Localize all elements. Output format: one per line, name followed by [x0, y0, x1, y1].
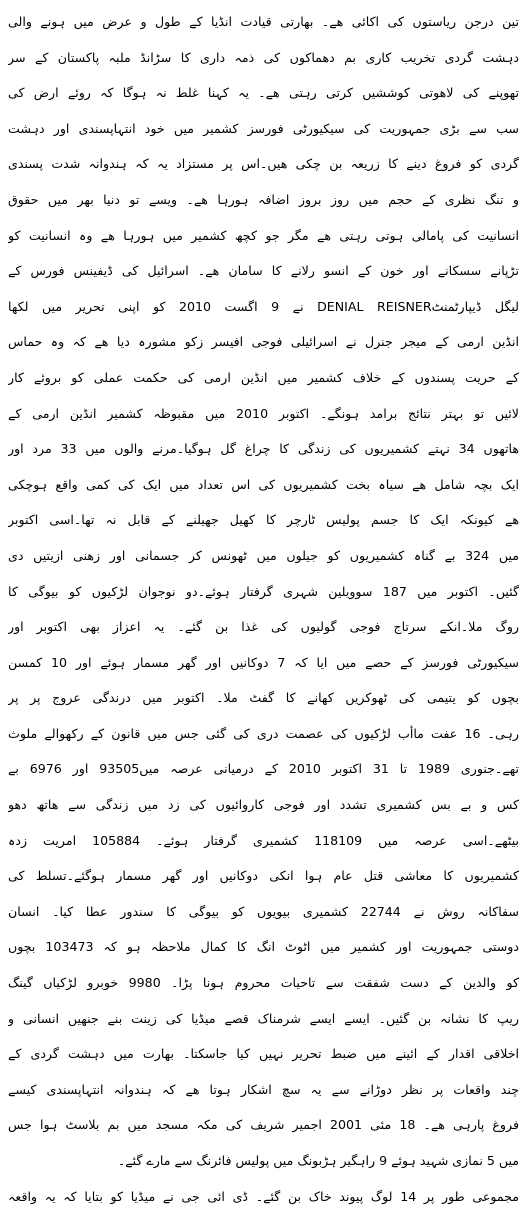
text-line: بیٹھے۔اسی عرصہ میں 118109 کشمیری گرفتار ہوئے۔ 105884 امریت زدہ	[8, 832, 519, 848]
text-line: انڈین ارمی کے میجر جنرل نے اسرائیلی فوجی افیسر زکو مشورہ دیا ھے کہ وہ حماس	[8, 334, 519, 350]
text-line: تین درجن ریاستوں کی اکائی ھے۔ بھارتی قیادت انڈیا کے طول و عرض میں ہونے والی	[8, 14, 519, 29]
text-line: بچوں کو یتیمی کی ٹھوکریں کھانے کا گفٹ ملا۔ اکتوبر میں درندگی عروج پر پر	[8, 690, 519, 706]
text-line: سب سے بڑی جمہوریت کی سیکیورٹی فورسز کشمیر میں خود انتہاپسندی اور دہشت	[8, 120, 519, 136]
article-body	[8, 4, 519, 1214]
text-line: اخلاقی اقدار کے ائینے میں ضبط تحریر نہیں کیا جاسکتا۔ بھارت میں دہشت گردی کے	[8, 1046, 519, 1062]
text-line: سفاکانہ روش نے 22744 کشمیری بیویوں کو بیوگی کا سندور عطا کیا۔ انسان	[8, 903, 519, 919]
text-line: میں 5 نمازی شہید ہوئے 9 راہگیر ہڑبونگ میں پولیس فائرنگ سے مارے گئے۔	[117, 1153, 519, 1168]
text-line: تھوپنے کی لاھوتی کوششیں کرتی رہتی ھے۔ یہ کہنا غلط نہ ہوگا کہ روئے ارض کی	[8, 85, 519, 101]
text-line: دہشت گردی تخریب کاری بم دھماکوں کی ذمہ داری کا سڑانڈ ملبہ پاکستان کے سر	[8, 49, 519, 65]
text-line: لائیں تو بہتر نتائج برامد ہونگے۔ اکتوبر 2010 میں مقبوظہ کشمیر انڈین ارمی کے	[8, 405, 519, 421]
text-line: گردی کو فروغ دینے کا زریعہ بن چکی ھیں۔اس پر مستزاد یہ کہ ہندوانہ شدت پسندی	[8, 156, 519, 172]
text-line: کس و بے بس کشمیری تشدد اور فوجی کاروائیوں کی زد میں زندگی سے ھاتھ دھو	[8, 797, 519, 813]
text-line: مجموعی طور پر 14 لوگ پیوند خاک بن گئے۔ ڈی ائی جی نے میڈیا کو بتایا کہ یہ واقعہ	[8, 1188, 519, 1204]
text-line: ریپ کا نشانہ بن گئیں۔ ایسے ایسے شرمناک قصے میڈیا کی زینت بنے جنھیں انسانی و	[8, 1010, 519, 1026]
text-line: کے حریت پسندوں کے خلاف کشمیر میں انڈین ارمی کی حکمت عملی کو بروئے کار	[8, 369, 519, 385]
text-line: میں 324 بے گناہ کشمیریوں کو جیلوں میں ٹھونس کر جسمانی اور زھنی ازیتیں دی	[8, 547, 519, 563]
text-line: تڑپانے سسکانے اور خون کے انسو رلانے کا سامان ھے۔ اسرائیل کی ڈیفینس فورس کے	[8, 263, 519, 279]
text-line: سیکیورٹی فورسز کے حصے میں ایا کہ 7 دوکانیں اور گھر مسمار ہوئے اور 10 کمسن	[8, 654, 519, 670]
text-line: ھاتھوں 34 نہتے کشمیریوں کی زندگی کا چراغ گل ہوگیا۔مرنے والوں میں 33 مرد اور	[8, 441, 519, 457]
text-line: ھے کیونکہ ایک کا جسم پولیس ٹارچر کا کھیل جھیلنے کے قابل نہ تھا۔اسی اکتوبر	[8, 512, 519, 528]
text-line: کشمیریوں کا معاشی قتل عام ہوا انکی دوکانیں اور گھر مسمار ہوگئے۔تسلط کی	[8, 868, 519, 884]
text-line: تھے۔جنوری 1989 تا 31 اکتوبر 2010 کے درمیانی عرصہ میں93505 اور 6976 بے	[8, 761, 519, 777]
text-line: کو والدین کے دست شفقت سے تاحیات محروم ہونا پڑا۔ 9980 خوبرو لڑکیاں گینگ	[8, 975, 519, 991]
text-line: روگ ملا۔انکے سرتاج فوجی گولیوں کی غذا بن گئے۔ یہ اعزاز بھی اکتوبر اور	[8, 619, 519, 635]
text-line: دوستی جمہوریت اور کشمیر میں اٹوٹ انگ کا کمال ملاحظہ ہو کہ 103473 بچوں	[8, 939, 519, 955]
text-line: و تنگ نظری کے حجم میں روز بروز اضافہ ہورہا ھے۔ ویسے تو دنیا بھر میں حقوق	[8, 191, 519, 207]
text-line: انسانیت کی پامالی ہوتی رہتی ھے مگر جو کچھ کشمیر میں ہورہا ھے وہ انسانیت کو	[8, 227, 519, 243]
text-line: چند واقعات پر نظر دوڑانے سے یہ سچ اشکار ہوتا ھے کہ ہندوانہ انتہاپسندی کیسے	[8, 1081, 519, 1097]
text-line: فروغ پارہی ھے۔ 18 مئی 2001 اجمیر شریف کی مکہ مسجد میں بم بلاسٹ ہوا جس	[8, 1117, 519, 1133]
text-line: ایک بچہ شامل ھے سیاہ بخت کشمیریوں کی اس تعداد میں ایک کی کمی واقع ہوچکی	[8, 476, 519, 492]
text-line: رہی۔ 16 عفت ماأب لڑکیوں کی عصمت دری کی گئی جس میں قانون کے رکھوالے ملوث	[8, 725, 519, 741]
text-line: لیگل ڈیپارٹمنٹDENIAL REISNER نے 9 اگست 2010 کو اپنی تحریر میں لکھا	[8, 298, 519, 314]
text-line: گئیں۔ اکتوبر میں 187 سوویلین شہری گرفتار ہوئے۔دو نوجوان لڑکیوں کو بیوگی کا	[8, 583, 519, 599]
